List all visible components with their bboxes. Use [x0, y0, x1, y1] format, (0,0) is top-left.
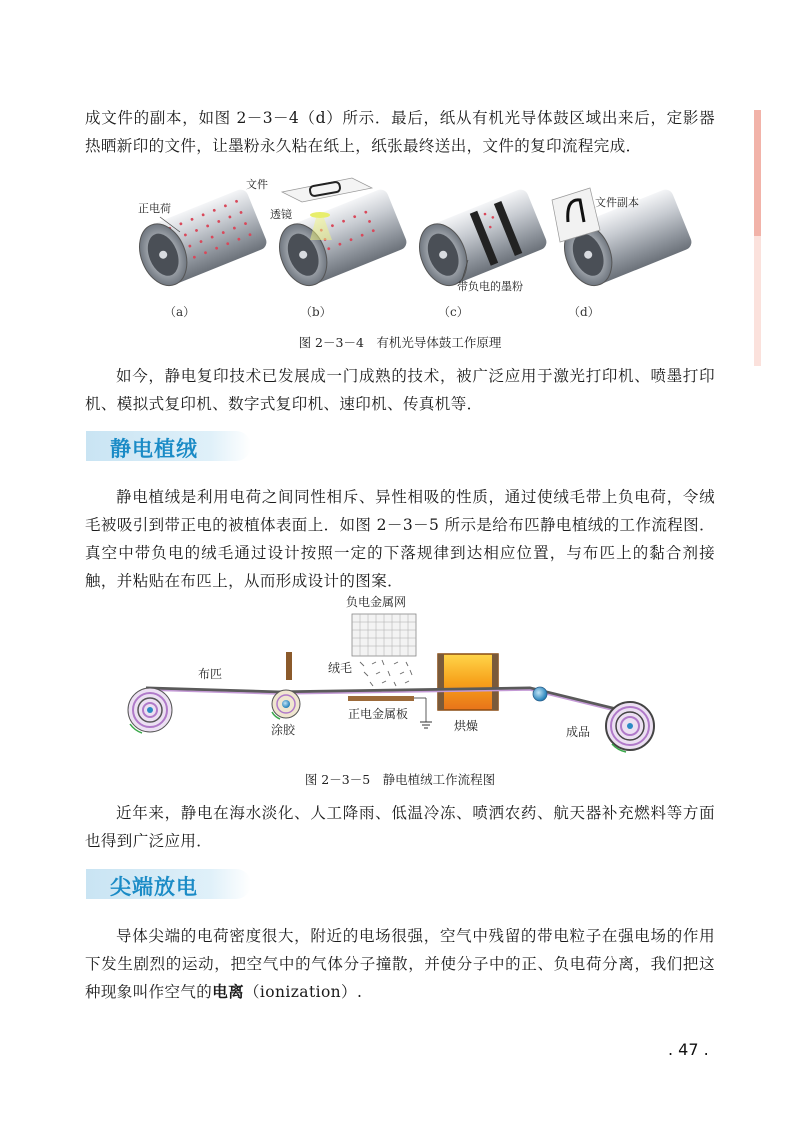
label-positive-plate: 正电金属板 — [348, 707, 409, 721]
label-glue: 涂胶 — [271, 723, 296, 737]
page-number: . 47 . — [668, 1040, 709, 1059]
glue-roller — [272, 690, 300, 719]
sub-label-d: （d） — [568, 305, 600, 319]
paragraph-5-text: 导体尖端的电荷密度很大，附近的电场很强，空气中残留的带电粒子在强电场的作用下发生剧烈的运动，把空气中的气体分子撞散，并使分子中的正、负电荷分离，我们把这种现象叫作空气的 — [85, 927, 715, 1001]
label-lens: 透镜 — [270, 208, 292, 221]
section-heading-point-discharge-text: 尖端放电 — [110, 875, 198, 899]
paragraph-5-tail: （ionization）. — [244, 983, 363, 1001]
label-fabric: 布匹 — [198, 667, 223, 681]
label-negative-mesh: 负电金属网 — [346, 595, 407, 609]
positive-metal-plate — [348, 696, 414, 701]
fabric-spool-right — [606, 702, 654, 752]
label-copy: 文件副本 — [595, 196, 639, 209]
paragraph-5 — [85, 922, 715, 1006]
sub-label-a: （a） — [164, 305, 196, 319]
fabric-spool-left — [128, 688, 172, 733]
sub-label-b: （b） — [300, 305, 332, 319]
term-ionization: 电离 — [212, 983, 245, 1001]
side-tab-text: 第二章 静电场的应用 — [758, 245, 769, 365]
label-product: 成品 — [566, 725, 591, 739]
label-document: 文件 — [246, 178, 268, 191]
section-heading-flocking — [86, 431, 251, 461]
paragraph-1: 成文件的副本，如图 2－3－4（d）所示．最后，纸从有机光导体鼓区域出来后，定影器热晒新印的文件，让墨粉永久粘在纸上，纸张最终送出，文件的复印流程完成． — [85, 109, 715, 155]
label-dry: 烘燥 — [454, 719, 479, 733]
section-heading-point-discharge — [86, 869, 251, 899]
figure-1-caption: 图 2－3－4 有机光导体鼓工作原理 — [298, 335, 502, 350]
drum-b — [271, 187, 409, 292]
section-heading-flocking-text: 静电植绒 — [110, 437, 198, 461]
paragraph-4: 近年来，静电在海水淡化、人工降雨、低温冷冻、喷洒农药、航天器补充燃料等方面也得到广泛应用． — [85, 804, 715, 850]
fluff-particles — [360, 660, 412, 686]
figure-2-caption: 图 2－3－5 静电植绒工作流程图 — [304, 772, 496, 787]
glue-brush — [286, 652, 292, 680]
drying-oven — [438, 654, 498, 710]
label-toner: 带负电的墨粉 — [457, 280, 523, 293]
label-positive-charge: 正电荷 — [138, 202, 171, 215]
label-fluff: 绒毛 — [328, 661, 353, 675]
side-tab-strip — [754, 110, 761, 236]
drum-c — [411, 187, 549, 292]
figure-flocking-process — [120, 592, 680, 767]
guide-roller — [533, 687, 547, 701]
figure-opc-drum — [120, 170, 700, 325]
sub-label-c: （c） — [438, 305, 469, 319]
paragraph-2: 如今，静电复印技术已发展成一门成熟的技术，被广泛应用于激光打印机、喷墨打印机、模拟式复印机、数字式复印机、速印机、传真机等． — [85, 367, 715, 413]
negative-metal-mesh — [352, 614, 416, 656]
paragraph-3: 静电植绒是利用电荷之间同性相斥、异性相吸的性质，通过使绒毛带上负电荷，令绒毛被吸引到带正电的被植体表面上．如图 2－3－5 所示是给布匹静电植绒的工作流程图．真空中带负电的绒毛通过设计按照一定的下落规律到达相应位置，与布匹上的黏合剂接触，并粘贴在布匹上，从而形成设计的图案． — [85, 488, 715, 590]
